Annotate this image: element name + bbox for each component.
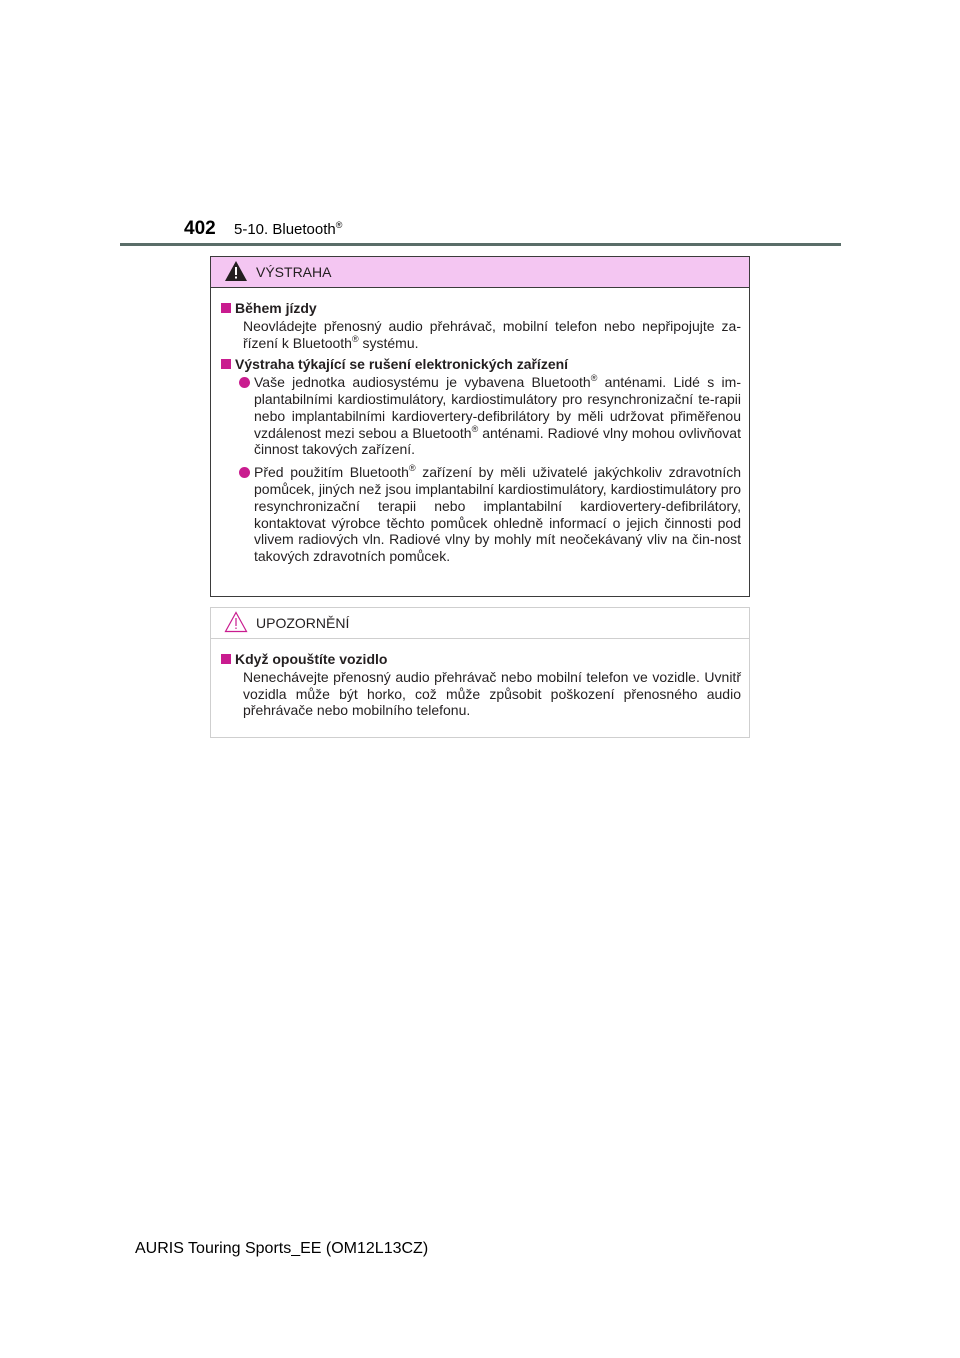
text-fragment: Před použitím Bluetooth — [254, 464, 409, 481]
text-fragment: Neovládejte přenosný audio přehrávač, mobilní telefon nebo nepřipojujte za-řízení k Bluetooth — [243, 317, 741, 351]
square-bullet-icon — [221, 303, 231, 313]
square-bullet-icon — [221, 359, 231, 369]
caution-title: UPOZORNĚNÍ — [256, 615, 350, 631]
caution-item-title-text: Když opouštíte vozidlo — [235, 651, 388, 667]
registered-mark: ® — [471, 423, 479, 434]
warning-item-text — [221, 318, 741, 352]
warning-body — [211, 288, 749, 565]
caution-header — [211, 608, 749, 639]
header-rule — [120, 243, 841, 246]
registered-mark: ® — [408, 463, 416, 474]
text-fragment: anténami. Lidé s im-plantabilními kardiostimulátory, kardiostimulátory pro resynchronizační te-rapii nebo implantabilními kardiovertery-defibrilátory by měli udržovat přiměřenou vzdálenost mezi sebou a Bluetooth — [254, 374, 741, 441]
warning-triangle-icon — [224, 260, 248, 282]
warning-box — [210, 256, 750, 597]
text-fragment: Vaše jednotka audiosystému je vybavena Bluetooth — [254, 374, 591, 391]
text-fragment: zařízení by měli uživatelé jakýchkoliv zdravotních pomůcek, jiných než jsou implantabilní kardiostimulátory, kardiostimulátory pro resynchronizační terapii nebo implantabilní kardiovertery-defibrilátory, kontaktovat výrobce těchto pomůcek ohledně informací o jejich činnosti pod vlivem radiových vln. Radiové vlny by mohly mít neočekávaný vliv na čin-nost takových zdravotních pomůcek. — [254, 464, 741, 565]
footer-model: AURIS Touring Sports_EE (OM12L13CZ) — [135, 1240, 429, 1257]
warning-header — [211, 257, 749, 288]
caution-box — [210, 607, 750, 738]
registered-mark: ® — [335, 220, 343, 230]
warning-title: VÝSTRAHA — [256, 264, 332, 280]
text-fragment: systému. — [358, 334, 419, 351]
caution-triangle-icon — [224, 611, 248, 633]
warning-bullet — [221, 374, 741, 458]
caution-body — [211, 639, 749, 719]
warning-item-title — [221, 300, 741, 317]
section-title-text: 5-10. Bluetooth — [234, 221, 336, 238]
caution-item-title — [221, 651, 741, 668]
circle-bullet-icon — [239, 377, 250, 388]
text-fragment: anténami. Radiové vlny mohou ovlivňovat činnost takových zařízení. — [254, 424, 741, 458]
circle-bullet-icon — [239, 467, 250, 478]
warning-item-title — [221, 356, 741, 373]
registered-mark: ® — [351, 333, 359, 344]
warning-bullet — [221, 464, 741, 565]
caution-item-text: Nenechávejte přenosný audio přehrávač nebo mobilní telefon ve vozidle. Uvnitř vozidla může být horko, což může způsobit poškození přenosného audio přehrávače nebo mobilního telefonu. — [243, 668, 741, 719]
registered-mark: ® — [590, 373, 598, 384]
page-number: 402 — [184, 218, 216, 239]
warning-item-title-text: Výstraha týkající se rušení elektronických zařízení — [235, 356, 569, 373]
warning-item-title-text: Během jízdy — [235, 300, 317, 316]
section-title — [234, 221, 342, 238]
square-bullet-icon — [221, 654, 231, 664]
